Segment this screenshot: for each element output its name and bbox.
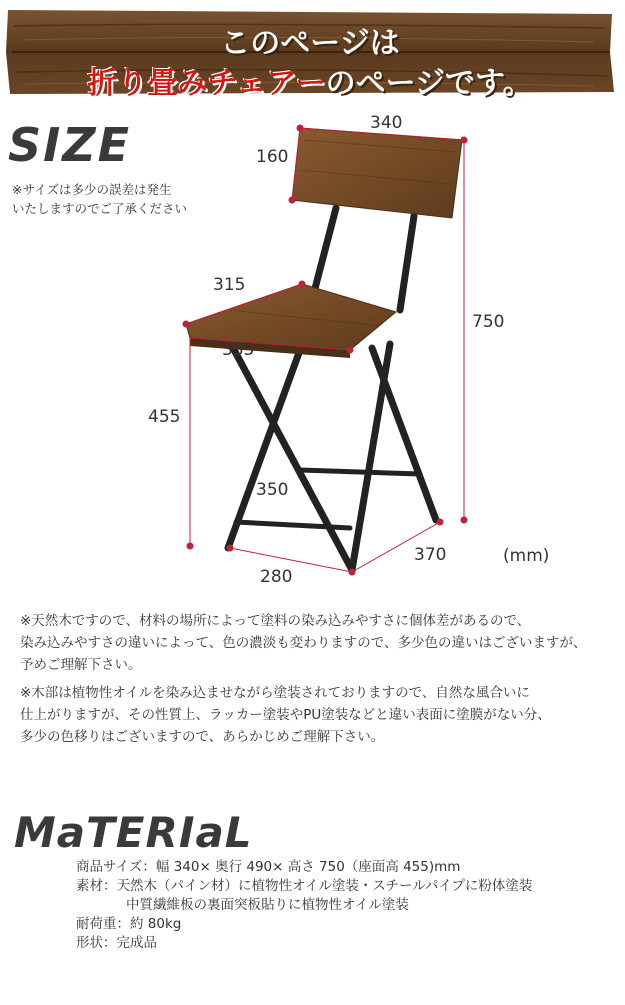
dim-back-height: 160: [256, 147, 289, 167]
banner-title-line2: [4, 58, 616, 102]
dim-footrest: 350: [256, 480, 289, 500]
material-size: 商品サイズ：幅 340× 奥行 490× 高さ 750（座面高 455)mm: [76, 859, 461, 875]
dim-unit: (mm): [503, 546, 550, 566]
note-paragraph-1: [20, 610, 586, 676]
dim-seat-height: 455: [148, 407, 181, 427]
note-2-line2: 仕上がりますが、その性質上、ラッカー塗装やPU塗装などと違い表面に塗膜がない分、: [20, 707, 551, 723]
dim-seat-width: 315: [213, 275, 246, 295]
note-1-line1: ※天然木ですので、材料の場所によって塗料の染み込みやすさに個体差があるので、: [20, 613, 531, 629]
material-materials: 素材：天然木（パイン材）に植物性オイル塗装・スチールパイプに粉体塗装: [76, 878, 533, 894]
header-banner: [4, 6, 616, 101]
dim-base-width: 280: [260, 567, 293, 587]
material-heading: MaTERIaL: [14, 808, 253, 857]
size-heading: SIZE: [8, 118, 132, 172]
chair-diagram: [0, 100, 625, 590]
note-2-line1: ※木部は植物性オイルを染み込ませながら塗装されておりますので、自然な風合いに: [20, 685, 530, 701]
dim-base-depth: 370: [414, 545, 447, 565]
banner-rest: のページです。: [325, 66, 533, 101]
size-note-line2: いたしますのでご了承ください: [12, 201, 188, 216]
material-list: [76, 858, 532, 953]
note-2-line3: 多少の色移りはございますので、あらかじめご理解下さい。: [20, 729, 385, 745]
dim-seat-front: 335: [222, 340, 255, 360]
material-materials-cont: 中質繊維板の裏面突板貼りに植物性オイル塗装: [126, 897, 409, 913]
dim-total-height: 750: [472, 312, 505, 332]
size-note-line1: ※サイズは多少の誤差は発生: [12, 182, 172, 197]
chair-frame: [228, 208, 436, 570]
banner-title-line1: このページは: [220, 26, 400, 61]
material-shape: 形状：完成品: [76, 935, 157, 951]
note-1-line2: 染み込みやすさの違いによって、色の濃淡も変わりますので、多少色の違いはございますが、: [20, 635, 587, 651]
note-paragraph-2: [20, 682, 551, 748]
banner-highlight: 折り畳みチェアー: [87, 66, 326, 101]
note-1-line3: 予めご理解下さい。: [20, 657, 142, 673]
dim-back-width: 340: [370, 113, 403, 133]
material-load: 耐荷重：約 80kg: [76, 916, 182, 932]
chair-backrest: [292, 128, 462, 218]
